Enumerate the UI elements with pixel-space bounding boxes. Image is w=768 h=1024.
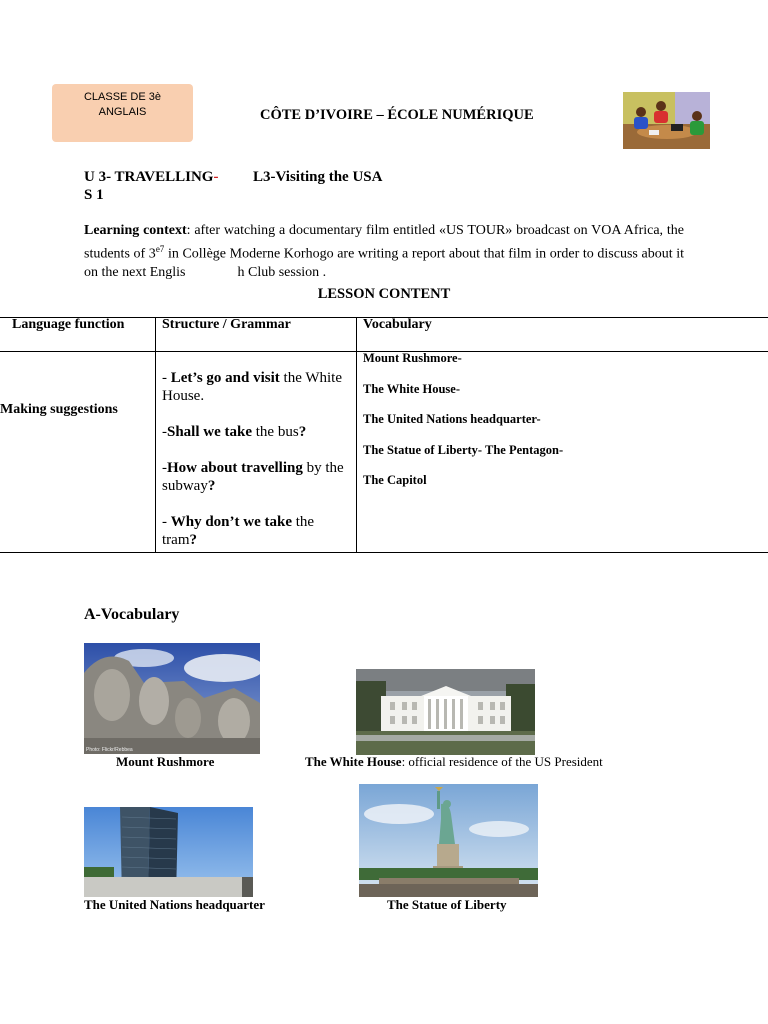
- session-label: S 1: [84, 187, 104, 203]
- section-a-title: A-Vocabulary: [84, 606, 180, 623]
- grammar-example: - Let’s go and visit the White House.: [162, 370, 343, 404]
- grammar-examples: [162, 369, 352, 567]
- table-column-divider: [155, 317, 156, 553]
- subject-label: ANGLAIS: [98, 106, 147, 118]
- class-level: CLASSE DE 3è: [83, 91, 162, 103]
- header-vocabulary: Vocabulary: [363, 317, 432, 332]
- header-language-function: Language function: [12, 317, 125, 332]
- lesson-content-title: LESSON CONTENT: [317, 286, 451, 302]
- unit-title: U 3- TRAVELLING-: [84, 169, 219, 185]
- caption-un-headquarters: The United Nations headquarter: [84, 897, 265, 912]
- vocab-item: The Statue of Liberty- The Pentagon-: [363, 442, 564, 457]
- class-badge: [52, 84, 193, 142]
- context-label: Learning context: [84, 223, 187, 238]
- vocabulary-list: [363, 351, 563, 504]
- caption-mount-rushmore: Mount Rushmore: [116, 754, 215, 769]
- caption-statue-of-liberty: The Statue of Liberty: [387, 897, 507, 912]
- vocab-item: The Capitol: [363, 473, 427, 487]
- photo-credit: Photo: Flickr/Rebbea: [86, 747, 133, 753]
- function-making-suggestions: Making suggestions: [0, 402, 118, 417]
- statue-of-liberty-photo: [359, 784, 538, 897]
- table-border-bottom: [0, 552, 768, 553]
- mount-rushmore-photo: [84, 643, 260, 754]
- lesson-title: L3-Visiting the USA: [253, 169, 383, 185]
- vocab-item: The United Nations headquarter-: [363, 412, 541, 426]
- white-house-photo: [356, 669, 535, 755]
- un-headquarters-photo: [84, 807, 253, 897]
- learning-context: Learning context: after watching a documentary film entitled «US TOUR» broadcast on VOA Africa, the students of $3^{e7}$ in Collège Moderne Korhogo are writing a report about that film in order to discuss about it on the next Englis h Club session .: [84, 223, 684, 280]
- grammar-example: -How about travelling by the subway?: [162, 460, 344, 494]
- header-structure-grammar: Structure / Grammar: [162, 317, 291, 332]
- vocab-item: Mount Rushmore-: [363, 351, 462, 365]
- school-title: CÔTE D’IVOIRE – ÉCOLE NUMÉRIQUE: [260, 107, 534, 123]
- caption-white-house: The White House: official residence of the US President: [305, 754, 603, 769]
- grammar-example: -Shall we take the bus?: [162, 424, 307, 440]
- grammar-example: - Why don’t we take the tram?: [162, 514, 315, 548]
- students-logo-image: [623, 92, 710, 149]
- red-dash: -: [213, 169, 219, 185]
- vocab-item: The White House-: [363, 381, 460, 396]
- table-column-divider: [356, 317, 357, 553]
